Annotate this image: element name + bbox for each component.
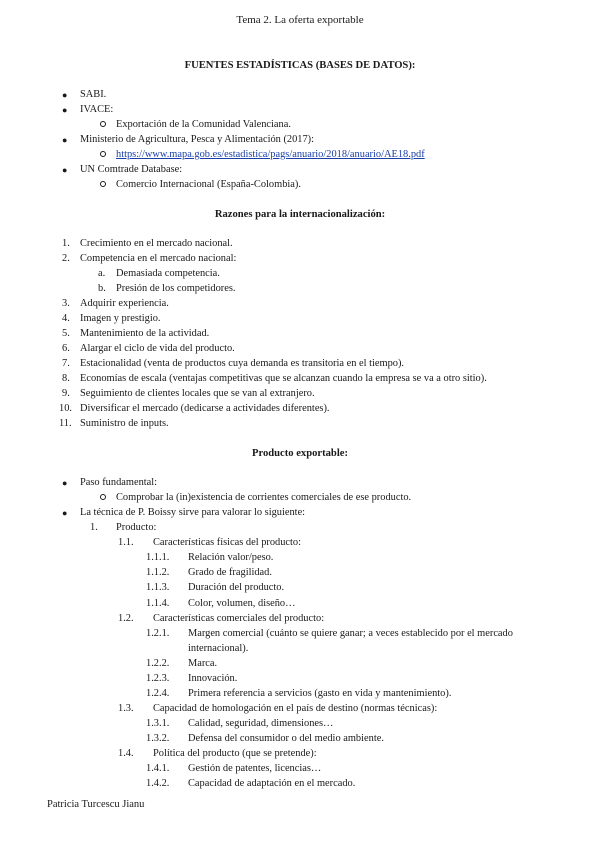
- outline-item: Marca.: [188, 658, 218, 669]
- bullet-icon: ●: [62, 90, 68, 100]
- circle-bullet-icon: [100, 181, 106, 187]
- source-link-wrapper: [116, 147, 425, 162]
- product-subitem: Comprobar la (in)existencia de corrientes comerciales de ese producto.: [116, 492, 412, 503]
- list-number: 3.: [62, 298, 70, 309]
- outline-number: 1.2.4.: [146, 688, 170, 699]
- list-item: Demasiada competencia.: [116, 268, 220, 279]
- sources-heading: FUENTES ESTADÍSTICAS (BASES DE DATOS):: [184, 60, 416, 71]
- outline-item: Características físicas del producto:: [153, 537, 302, 548]
- list-letter: a.: [98, 268, 106, 279]
- outline-item: Color, volumen, diseño…: [188, 598, 296, 609]
- outline-number: 1.1.4.: [146, 598, 170, 609]
- bullet-icon: ●: [62, 135, 68, 145]
- list-item: Alargar el ciclo de vida del producto.: [80, 343, 235, 354]
- source-item: IVACE:: [80, 104, 114, 115]
- outline-item: Calidad, seguridad, dimensiones…: [188, 718, 334, 729]
- source-item: UN Comtrade Database:: [80, 164, 183, 175]
- page-footer: Patricia Turcescu Jianu: [47, 799, 145, 810]
- list-item: Imagen y prestigio.: [80, 313, 161, 324]
- list-number: 2.: [62, 253, 70, 264]
- bullet-icon: ●: [62, 508, 68, 518]
- list-number: 4.: [62, 313, 70, 324]
- outline-number: 1.3.: [118, 703, 134, 714]
- outline-item: Grado de fragilidad.: [188, 567, 272, 578]
- list-item: Economías de escala (ventajas competitivas que se alcanzan cuando la empresa se va a otro sitio).: [80, 373, 487, 384]
- list-item: Seguimiento de clientes locales que se van al extranjero.: [80, 388, 315, 399]
- outline-number: 1.4.1.: [146, 763, 170, 774]
- list-item: Competencia en el mercado nacional:: [80, 253, 237, 264]
- circle-bullet-icon: [100, 151, 106, 157]
- product-item: Paso fundamental:: [80, 477, 158, 488]
- bullet-icon: ●: [62, 478, 68, 488]
- list-number: 10.: [59, 403, 72, 414]
- list-item: Crecimiento en el mercado nacional.: [80, 238, 233, 249]
- circle-bullet-icon: [100, 494, 106, 500]
- outline-number: 1.: [90, 522, 98, 533]
- list-item: Adquirir experiencia.: [80, 298, 169, 309]
- source-item: Ministerio de Agricultura, Pesca y Alimentación (2017):: [80, 134, 315, 145]
- product-heading: Producto exportable:: [251, 448, 349, 459]
- product-item: La técnica de P. Boissy sirve para valorar lo siguiente:: [80, 507, 306, 518]
- outline-number: 1.1.1.: [146, 552, 170, 563]
- list-item: Estacionalidad (venta de productos cuya demanda es transitoria en el tiempo).: [80, 358, 405, 369]
- list-number: 1.: [62, 238, 70, 249]
- list-number: 11.: [59, 418, 72, 429]
- list-number: 5.: [62, 328, 70, 339]
- outline-number: 1.2.1.: [146, 628, 170, 639]
- source-subitem: Comercio Internacional (España-Colombia).: [116, 179, 301, 190]
- outline-number: 1.1.: [118, 537, 134, 548]
- outline-number: 1.2.3.: [146, 673, 170, 684]
- outline-item: Gestión de patentes, licencias…: [188, 763, 322, 774]
- outline-item: Margen comercial (cuánto se quiere ganar; a veces establecido por el mercado: [188, 628, 513, 639]
- bullet-icon: ●: [62, 165, 68, 175]
- list-item: Diversificar el mercado (dedicarse a actividades diferentes).: [80, 403, 330, 414]
- outline-item: Duración del producto.: [188, 582, 285, 593]
- outline-item: Características comerciales del producto:: [153, 613, 325, 624]
- reasons-heading: Razones para la internacionalización:: [214, 209, 386, 220]
- list-number: 7.: [62, 358, 70, 369]
- list-item: Mantenimiento de la actividad.: [80, 328, 210, 339]
- outline-number: 1.3.1.: [146, 718, 170, 729]
- outline-item: Política del producto (que se pretende):: [153, 748, 317, 759]
- outline-number: 1.1.3.: [146, 582, 170, 593]
- circle-bullet-icon: [100, 121, 106, 127]
- outline-number: 1.4.: [118, 748, 134, 759]
- outline-number: 1.1.2.: [146, 567, 170, 578]
- outline-item: Producto:: [116, 522, 157, 533]
- list-number: 6.: [62, 343, 70, 354]
- list-letter: b.: [98, 283, 106, 294]
- bullet-icon: ●: [62, 105, 68, 115]
- list-number: 8.: [62, 373, 70, 384]
- outline-item-continuation: internacional).: [188, 643, 249, 654]
- mapa-anuario-link[interactable]: https://www.mapa.gob.es/estadistica/pags/anuario/2018/anuario/AE18.pdf: [116, 149, 425, 160]
- page-header: Tema 2. La oferta exportable: [236, 14, 364, 26]
- source-subitem: Exportación de la Comunidad Valenciana.: [116, 119, 291, 130]
- outline-item: Primera referencia a servicios (gasto en vida y mantenimiento).: [188, 688, 452, 699]
- list-number: 9.: [62, 388, 70, 399]
- list-item: Presión de los competidores.: [116, 283, 236, 294]
- source-item: SABI.: [80, 89, 107, 100]
- outline-number: 1.3.2.: [146, 733, 170, 744]
- outline-item: Relación valor/peso.: [188, 552, 274, 563]
- list-item: Suministro de inputs.: [80, 418, 169, 429]
- outline-number: 1.2.: [118, 613, 134, 624]
- outline-number: 1.4.2.: [146, 778, 170, 789]
- outline-number: 1.2.2.: [146, 658, 170, 669]
- outline-item: Capacidad de homologación en el país de destino (normas técnicas):: [153, 703, 438, 714]
- outline-item: Defensa del consumidor o del medio ambiente.: [188, 733, 384, 744]
- outline-item: Capacidad de adaptación en el mercado.: [188, 778, 356, 789]
- outline-item: Innovación.: [188, 673, 238, 684]
